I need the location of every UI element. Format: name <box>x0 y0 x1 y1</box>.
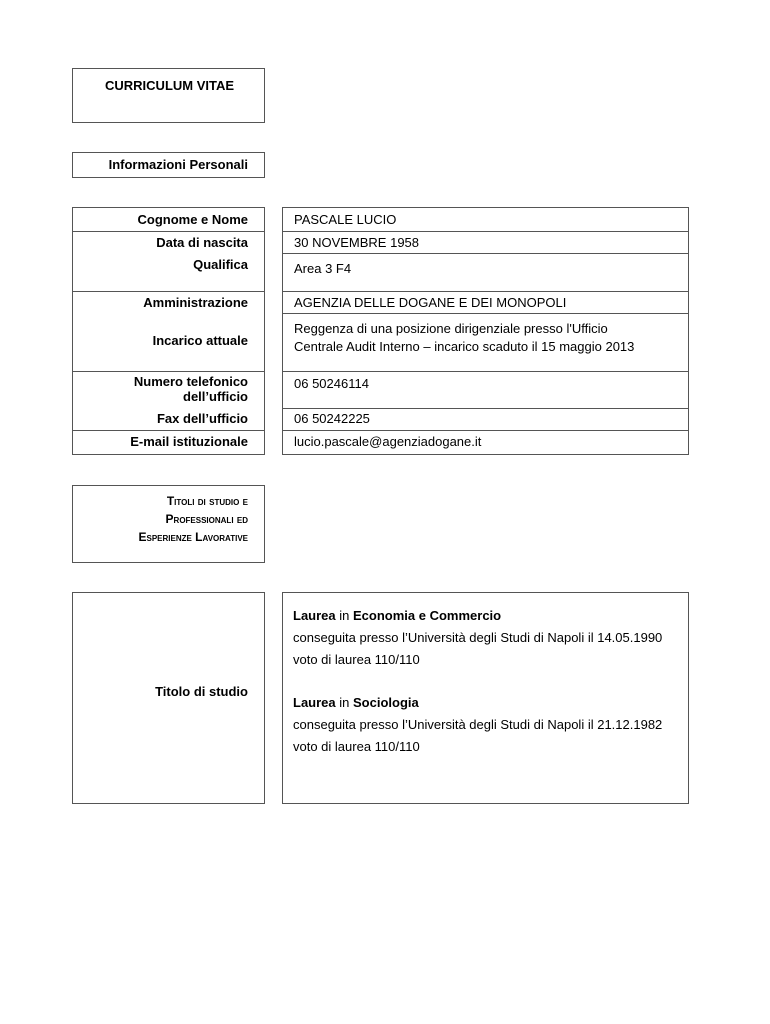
label-phone-line1: Numero telefonico <box>133 374 248 389</box>
label-email: E-mail istituzionale <box>130 434 248 449</box>
degree-1-title: Laurea in Economia e Commercio <box>293 608 502 623</box>
value-email: lucio.pascale@agenziadogane.it <box>294 434 482 449</box>
titles-section-line2: Professionali ed <box>165 512 248 526</box>
titles-section-line1: Titoli di studio e <box>166 494 248 508</box>
degree-2-grade: voto di laurea 110/110 <box>293 739 420 754</box>
cv-title: CURRICULUM VITAE <box>105 78 235 93</box>
label-birth-date: Data di nascita <box>156 235 248 250</box>
label-name: Cognome e Nome <box>137 212 248 227</box>
value-current-role-line2: Centrale Audit Interno – incarico scaduto il 15 maggio 2013 <box>294 339 635 354</box>
value-phone: 06 50246114 <box>294 376 369 391</box>
titles-section-box <box>72 485 265 563</box>
value-qualification: Area 3 F4 <box>294 261 352 276</box>
value-fax: 06 50242225 <box>294 411 370 426</box>
degree-1-grade: voto di laurea 110/110 <box>293 652 420 667</box>
education-values-box <box>282 592 689 804</box>
label-phone-line2: dell’ufficio <box>183 389 248 404</box>
personal-values-column <box>282 207 689 455</box>
education-label-box <box>72 592 265 804</box>
value-birth-date: 30 NOVEMBRE 1958 <box>294 235 420 250</box>
titles-section-line3: Esperienze Lavorative <box>138 530 248 544</box>
label-qualification: Qualifica <box>193 257 248 272</box>
label-fax: Fax dell’ufficio <box>156 411 248 426</box>
value-administration: AGENZIA DELLE DOGANE E DEI MONOPOLI <box>294 295 567 310</box>
cv-title-box <box>72 68 265 123</box>
degree-1-obtained: conseguita presso l’Università degli Studi di Napoli il 14.05.1990 <box>293 630 663 645</box>
education-label: Titolo di studio <box>155 684 248 699</box>
label-administration: Amministrazione <box>143 295 248 310</box>
personal-section-title: Informazioni Personali <box>108 157 248 172</box>
value-name: PASCALE LUCIO <box>294 212 397 227</box>
degree-2-obtained: conseguita presso l’Università degli Studi di Napoli il 21.12.1982 <box>293 717 663 732</box>
personal-labels-column <box>72 207 265 455</box>
personal-section-box <box>72 152 265 178</box>
degree-2-title: Laurea in Sociologia <box>293 695 419 710</box>
value-current-role-line1: Reggenza di una posizione dirigenziale presso l'Ufficio <box>294 321 608 336</box>
label-current-role: Incarico attuale <box>152 333 248 348</box>
